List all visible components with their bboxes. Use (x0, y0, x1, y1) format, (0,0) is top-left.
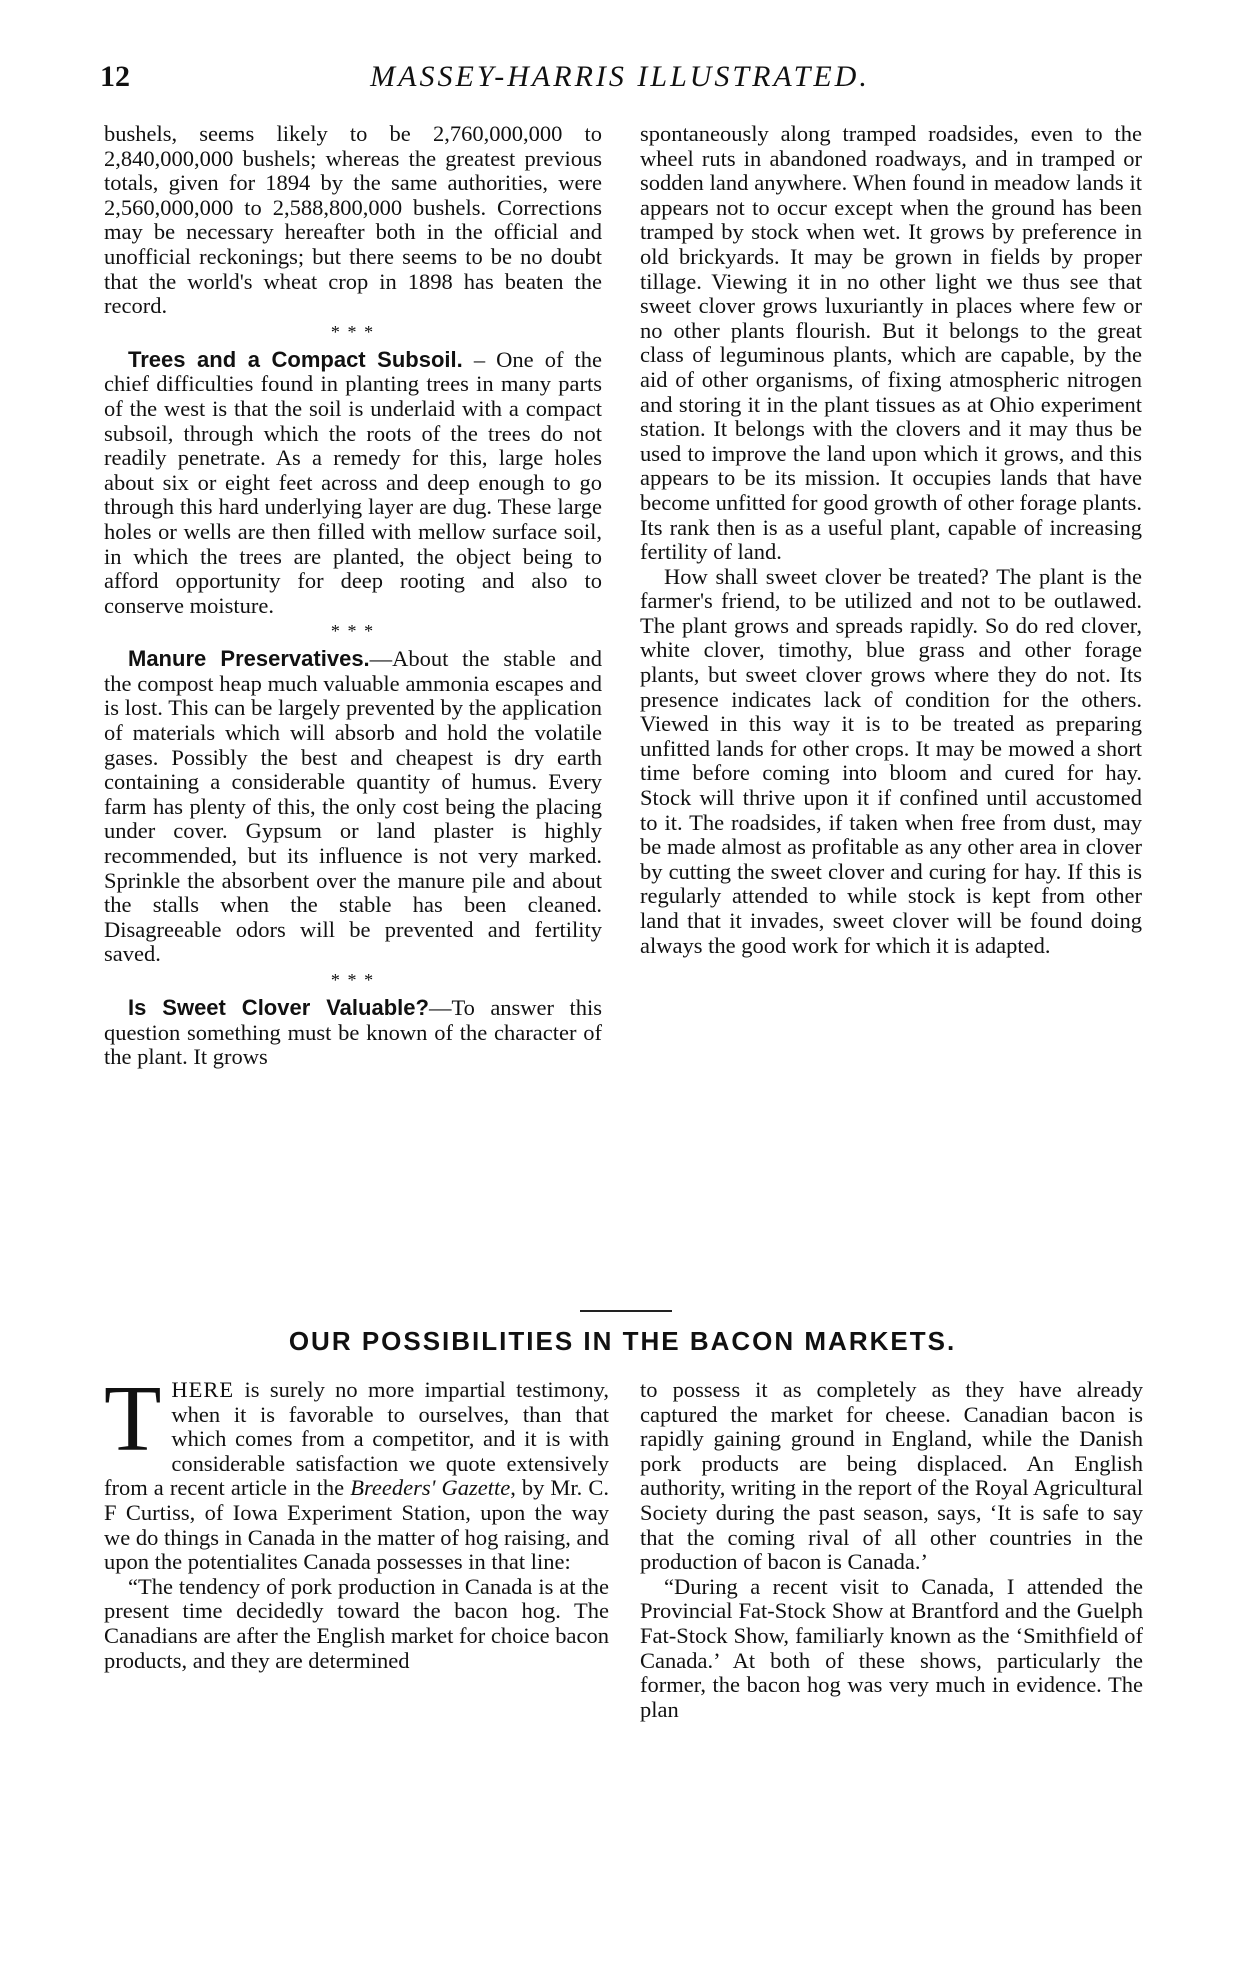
manure-preservatives-paragraph (104, 647, 602, 967)
wheat-crop-paragraph: bushels, seems likely to be 2,760,000,000 to 2,840,000,000 bushels; whereas the greatest previous totals, given for 1894 by the same authorities, were 2,560,000,000 to 2,588,800,000 bushels. Corrections may be necessary hereafter both in the official and unofficial reckonings; but there seems to be no doubt that the world's wheat crop in 1898 has beaten the record. (104, 121, 602, 319)
trees-subsoil-paragraph (104, 348, 602, 619)
quote-continued-paragraph: to possess it as completely as they have already captured the market for cheese. Canadian bacon is rapidly gaining ground in England, while the Danish pork products are being displaced. An English authority, writing in the report of the Royal Agricultural Society during the past season, says, ‘It is safe to say that the coming rival of all other countries in the production of bacon is Canada.’ (640, 1377, 1143, 1575)
intro-text-b: , by Mr. C. F Curtiss, of Iowa Experiment Station, upon the way we do things in Canada in the matter of hog raising, and upon the potentialites Canada possesses in that line: (104, 1475, 609, 1575)
sweet-clover-continued-paragraph: spontaneously along tramped roadsides, even to the wheel ruts in abandoned roadways, and in tramped or sodden land anywhere. When found in meadow lands it appears not to occur except when the ground has been tramped by stock when wet. It grows by preference in old brickyards. It may be grown in fields by proper tillage. Viewing it in no other light we thus see that sweet clover grows luxuriantly in places where few or no other plants flourish. But it belongs to the great class of leguminous plants, which are capable, by the aid of other organisms, of fixing atmospheric nitrogen and storing it in the plant tissues as at Ohio experiment station. It belongs with the clovers and it may thus be used to improve the land upon which it grows, and this appears to be its mission. It occupies lands that have become unfitted for good growth of other forage plants. Its rank then is as a useful plant, capable of increasing fertility of land. (640, 121, 1142, 565)
right-column-bottom (640, 1378, 1143, 1722)
running-head (100, 60, 1140, 100)
canada-visit-paragraph: “During a recent visit to Canada, I attended the Provincial Fat-Stock Show at Brantford and the Guelph Fat-Stock Show, familiarly known as the ‘Smithfield of Canada.’ At both of these shows, particularly the former, the bacon hog was very much in evidence. The plan (640, 1573, 1143, 1722)
intro-text-a: is surely no more impartial testimony, when it is favorable to ourselves, than that which comes from a competitor, and it is with considerable satisfaction we quote extensively from a recent article in the (104, 1377, 609, 1501)
sweet-clover-heading: Is Sweet Clover Valuable? (128, 995, 429, 1020)
section-separator: * * * (330, 321, 376, 342)
sweet-clover-treatment-paragraph: How shall sweet clover be treated? The plant is the farmer's friend, to be utilized and not to be outlawed. The plant grows and spreads rapidly. So do red clover, white clover, timothy, blue grass and other forage plants, but sweet clover grows where they do not. Its presence indicates lack of condition for the others. Viewed in this way it is to be treated as preparing unfitted lands for other crops. It may be mowed a short time before coming into bloom and cured for hay. Stock will thrive upon it if confined until accustomed to it. The roadsides, if taken when free from dust, may be made almost as profitable as any other area in clover by cutting the sweet clover and curing for hay. If this is regularly attended to while stock is kept from other land that it invades, sweet clover will be found doing always the good work for which it is adapted. (640, 563, 1142, 958)
quote-paragraph: “The tendency of pork production in Canada is at the present time decidedly toward the bacon hog. The Canadians are after the English market for choice bacon products, and they are determined (104, 1573, 609, 1673)
manure-preservatives-text: —About the stable and the compost heap much valuable ammonia escapes and is lost. This can be largely prevented by the application of materials which will absorb and hold the volatile gases. Possibly the best and cheapest is dry earth containing a considerable quantity of humus. Every farm has plenty of this, the only cost being the placing under cover. Gypsum or land plaster is highly recommended, but its influence is not very marked. Sprinkle the absorbent over the manure pile and about the stalls when the stable has been cleaned. Disagreeable odors will be prevented and fertility saved. (104, 646, 602, 967)
article-intro-paragraph (104, 1367, 609, 1575)
drop-cap: T (104, 1367, 162, 1471)
sweet-clover-text: —To answer this question something must be known of the character of the plant. It grows (104, 995, 602, 1070)
lead-caps: HERE (171, 1377, 235, 1402)
page-number: 12 (100, 60, 130, 93)
running-title: MASSEY-HARRIS ILLUSTRATED. (370, 60, 870, 93)
section-rule (580, 1310, 672, 1312)
right-column-top (640, 122, 1142, 958)
left-column-bottom (104, 1367, 609, 1673)
section-separator: * * * (330, 970, 376, 990)
trees-subsoil-heading: Trees and a Compact Subsoil. (128, 346, 463, 372)
left-column-top (104, 122, 602, 1070)
section-separator: * * * (330, 621, 376, 642)
article-title: OUR POSSIBILITIES IN THE BACON MARKETS. (288, 1326, 957, 1356)
trees-subsoil-text: – One of the chief difficulties found in planting trees in many parts of the west is that the soil is underlaid with a compact subsoil, through which the roots of the trees do not readily penetrate. As a remedy for this, large holes about six or eight feet across and deep enough to go through this hard underlying layer are dug. These large holes or wells are then filled with mellow surface soil, in which the trees are planted, the object being to afford opportunity for deep rooting and also to conserve moisture. (104, 346, 602, 618)
manure-preservatives-heading: Manure Preservatives. (128, 646, 370, 672)
publication-name: Breeders' Gazette (350, 1475, 511, 1501)
sweet-clover-paragraph (104, 996, 602, 1070)
